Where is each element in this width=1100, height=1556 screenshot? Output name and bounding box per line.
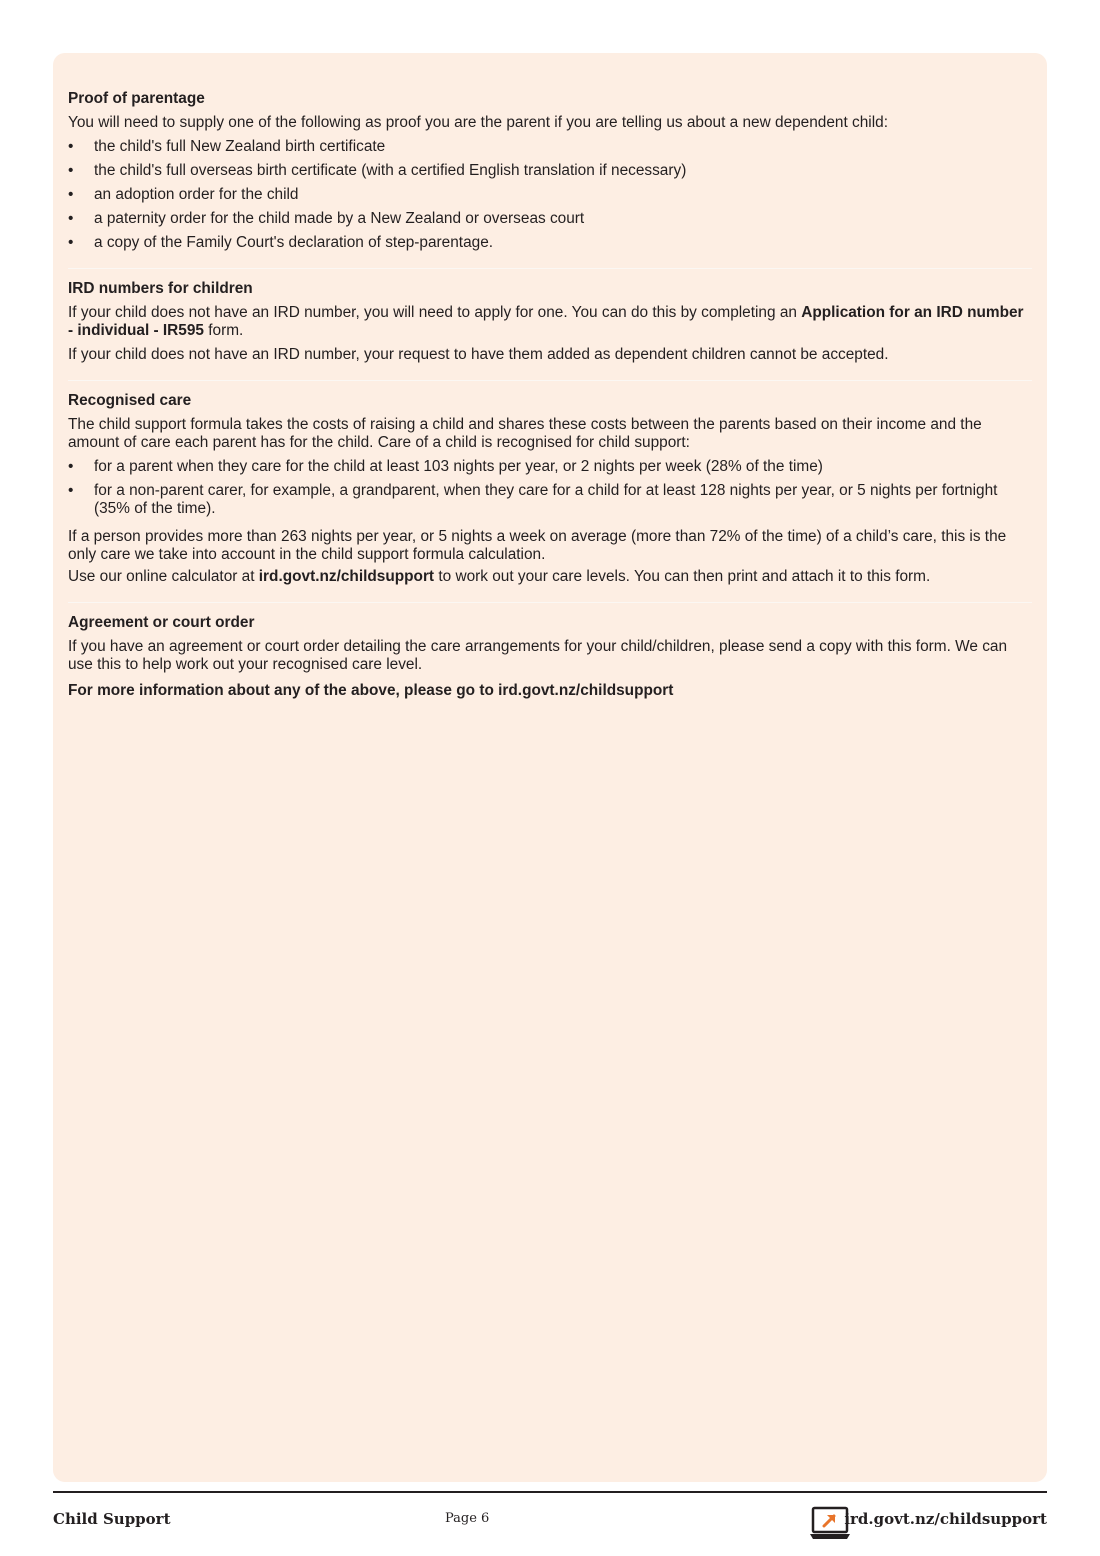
section-proof-of-parentage	[68, 90, 1032, 268]
section-heading: IRD numbers for children	[68, 280, 253, 297]
list-item: • a copy of the Family Court's declaration of step-parentage.	[68, 234, 494, 251]
paragraph: Use our online calculator at ird.govt.nz/childsupport to work out your care levels. You can then print and attach it to this form.	[68, 568, 931, 585]
paragraph: If your child does not have an IRD number, you will need to apply for one. You can do this by completing an Application for an IRD number - individual - IR595 form.	[68, 304, 1024, 339]
calculator-link[interactable]: ird.govt.nz/childsupport	[258, 568, 435, 585]
section-heading: Agreement or court order	[68, 614, 255, 631]
bullet-icon: •	[68, 482, 74, 499]
list-item: • the child's full New Zealand birth certificate	[68, 138, 386, 155]
paragraph: If a person provides more than 263 nights per year, or 5 nights a week on average (more than 72% of the time) of a child’s care, this is the only care we take into account in the child support formula calculation.	[68, 528, 1007, 563]
more-info-text: For more information about any of the above, please go to ird.govt.nz/childsupport	[68, 682, 674, 699]
bullet-icon: •	[68, 138, 74, 155]
list-item: • for a non-parent carer, for example, a grandparent, when they care for a child for at least 128 nights per year, or 5 nights per fortnight (35% of the time).	[68, 482, 998, 517]
bullet-list	[68, 458, 1032, 518]
footer-website-link[interactable]: ird.govt.nz/childsupport	[844, 1510, 1047, 1528]
bullet-icon: •	[68, 210, 74, 227]
section-intro: You will need to supply one of the following as proof you are the parent if you are telling us about a new dependent child:	[68, 114, 888, 131]
section-heading: Recognised care	[68, 392, 192, 409]
bullet-icon: •	[68, 234, 74, 251]
paragraph: If you have an agreement or court order detailing the care arrangements for your child/children, please send a copy with this form. We can use this to help work out your recognised care level.	[68, 638, 1008, 673]
list-item: • a paternity order for the child made by a New Zealand or overseas court	[68, 210, 585, 227]
bullet-icon: •	[68, 162, 74, 179]
section-ird-numbers	[68, 268, 1032, 380]
bullet-icon: •	[68, 458, 74, 475]
page-number: Page 6	[445, 1511, 490, 1526]
paragraph: If your child does not have an IRD number, your request to have them added as dependent children cannot be accepted.	[68, 346, 889, 363]
section-recognised-care	[68, 380, 1032, 602]
bullet-list	[68, 138, 1032, 252]
form-name: Application for an IRD number - individual - IR595	[68, 304, 1024, 339]
section-intro: The child support formula takes the costs of raising a child and shares these costs between the parents based on their income and the amount of care each parent has for the child. Care of a child is recognised for child support:	[68, 416, 982, 451]
list-item: • for a parent when they care for the child at least 103 nights per year, or 2 nights per week (28% of the time)	[68, 458, 823, 475]
content	[68, 90, 1032, 716]
list-item: • the child's full overseas birth certificate (with a certified English translation if necessary)	[68, 162, 687, 179]
footer-title: Child Support	[53, 1510, 171, 1528]
section-heading: Proof of parentage	[68, 90, 205, 107]
footer-divider	[53, 1491, 1047, 1493]
section-agreement	[68, 602, 1032, 716]
bullet-icon: •	[68, 186, 74, 203]
list-item: • an adoption order for the child	[68, 186, 299, 203]
